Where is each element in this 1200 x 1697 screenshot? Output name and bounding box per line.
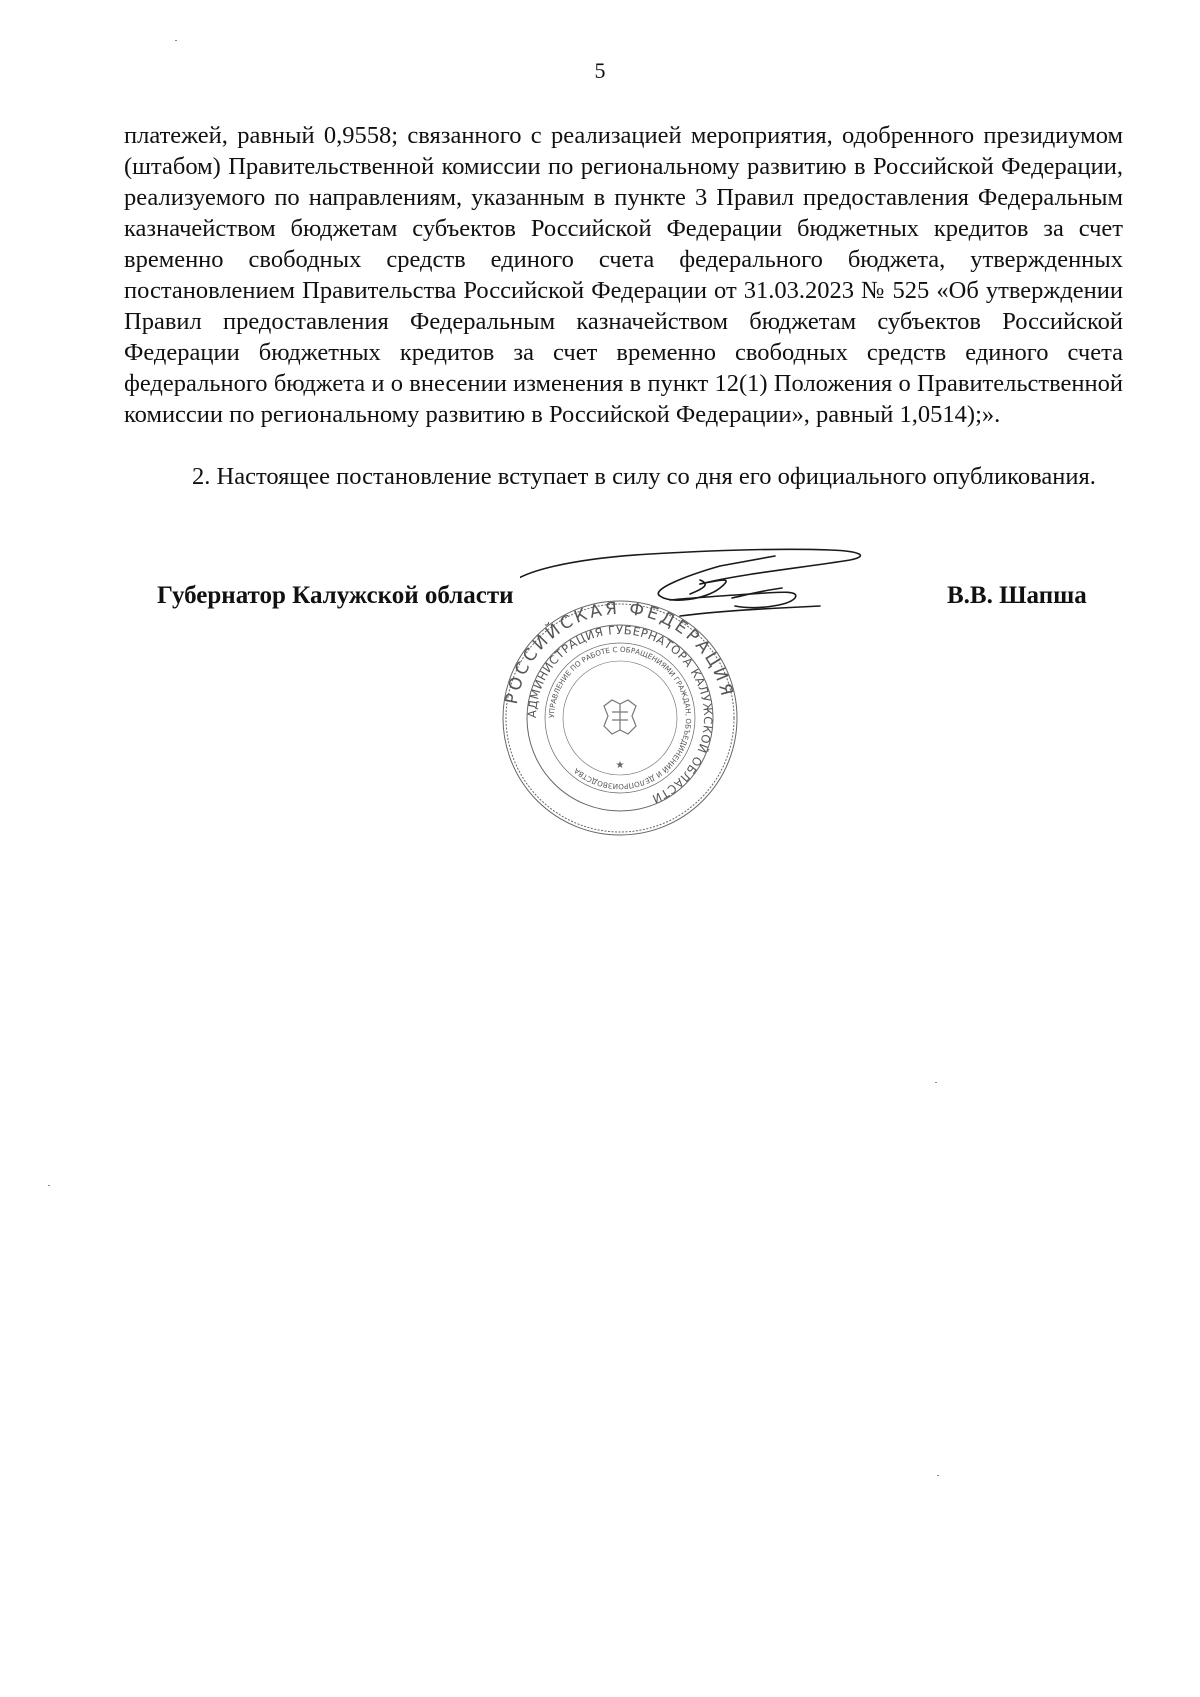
coat-of-arms-icon <box>604 700 636 734</box>
seal-middle-text: АДМИНИСТРАЦИЯ ГУБЕРНАТОРА КАЛУЖСКОЙ ОБЛАСТИ <box>524 622 716 807</box>
seal-outer-text: РОССИЙСКАЯ ФЕДЕРАЦИЯ <box>501 598 738 706</box>
signatory-title: Губернатор Калужской области <box>157 582 514 609</box>
seal-inner-text: УПРАВЛЕНИЕ ПО РАБОТЕ С ОБРАЩЕНИЯМИ ГРАЖДАН, ОБЪЕДИНЕНИЙ И ДЕЛОПРОИЗВОДСТВА <box>546 644 694 792</box>
handwritten-signature <box>520 540 940 650</box>
seal-star-icon: ★ <box>615 760 625 771</box>
paragraph-continuation: платежей, равный 0,9558; связанного с реализацией мероприятия, одобренного президиумом (штабом) Правительственной комиссии по региональному развитию в Российской Федерации, реализуемого по направлениям, указанным в пункте 3 Правил предоставления Федеральным казначейством бюджетам субъектов Российской Федерации бюджетных кредитов за счет временно свободных средств единого счета федерального бюджета, утвержденных постановлением Правительства Российской Федерации от 31.03.2023 № 525 «Об утверждении Правил предоставления Федеральным казначейством бюджетам субъектов Российской Федерации бюджетных кредитов за счет временно свободных средств единого счета федерального бюджета и о внесении изменения в пункт 12(1) Положения о Правительственной комиссии по региональному развитию в Российской Федерации», равный 1,0514);». <box>124 122 1123 428</box>
page-number: 5 <box>594 58 606 83</box>
paragraph-effective-date: 2. Настоящее постановление вступает в силу со дня его официального опубликования. <box>192 463 1096 490</box>
signatory-name: В.В. Шапша <box>947 582 1087 609</box>
